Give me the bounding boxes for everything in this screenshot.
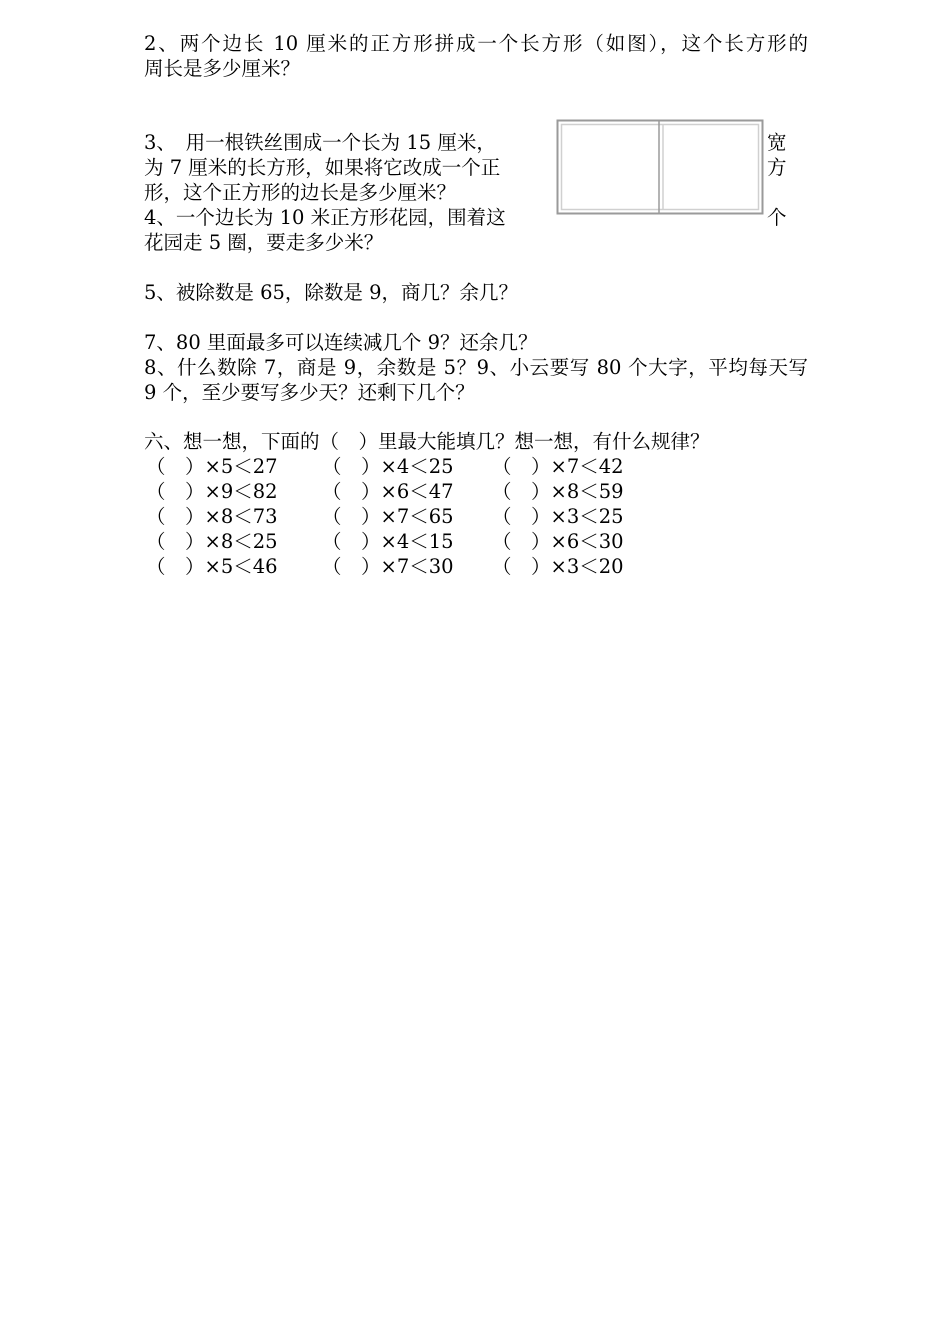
- inequality-r1-c3: （ ）×7＜42: [492, 455, 624, 478]
- inequality-r5-c1: （ ）×5＜46: [146, 555, 278, 578]
- question-3-line-1: 3、 用一根铁丝围成一个长为 15 厘米，: [144, 131, 496, 154]
- question-7-line-1: 7、80 里面最多可以连续减几个 9？还余几？: [144, 331, 538, 354]
- question-4-line-1-tail: 个: [767, 206, 787, 229]
- inequality-r3-c3: （ ）×3＜25: [492, 505, 624, 528]
- inequality-r5-c3: （ ）×3＜20: [492, 555, 624, 578]
- question-3-line-1-tail: 宽: [767, 131, 787, 154]
- inequality-r2-c1: （ ）×9＜82: [146, 480, 278, 503]
- question-3-line-2-tail: 方: [767, 156, 787, 179]
- question-2-line-1: 2、两个边长 10 厘米的正方形拼成一个长方形（如图），这个长方形的: [144, 32, 808, 55]
- inequality-r1-c2: （ ）×4＜25: [322, 455, 454, 478]
- question-8-line-2: 9 个，至少要写多少天？还剩下几个？: [144, 381, 475, 404]
- section-6-title: 六、想一想，下面的（ ）里最大能填几？想一想，有什么规律？: [144, 430, 710, 453]
- inequality-r4-c3: （ ）×6＜30: [492, 530, 624, 553]
- inequality-r3-c2: （ ）×7＜65: [322, 505, 454, 528]
- question-8-line-1: 8、什么数除 7，商是 9，余数是 5？9、小云要写 80 个大字，平均每天写: [144, 356, 808, 379]
- question-4-line-1: 4、一个边长为 10 米正方形花园，围着这: [144, 206, 506, 229]
- inequality-r5-c2: （ ）×7＜30: [322, 555, 454, 578]
- question-3-line-3: 形，这个正方形的边长是多少厘米？: [144, 181, 457, 204]
- question-4-line-2: 花园走 5 圈，要走多少米？: [144, 231, 384, 254]
- question-3-line-2: 为 7 厘米的长方形，如果将它改成一个正: [144, 156, 501, 179]
- inequality-r4-c2: （ ）×4＜15: [322, 530, 454, 553]
- inequality-r1-c1: （ ）×5＜27: [146, 455, 278, 478]
- inequality-r2-c2: （ ）×6＜47: [322, 480, 454, 503]
- two-squares-rectangle-figure: [556, 119, 764, 215]
- question-2-line-2: 周长是多少厘米？: [144, 57, 301, 80]
- inequality-r3-c1: （ ）×8＜73: [146, 505, 278, 528]
- question-5-line-1: 5、被除数是 65，除数是 9，商几？余几？: [144, 281, 519, 304]
- inequality-r4-c1: （ ）×8＜25: [146, 530, 278, 553]
- inequality-r2-c3: （ ）×8＜59: [492, 480, 624, 503]
